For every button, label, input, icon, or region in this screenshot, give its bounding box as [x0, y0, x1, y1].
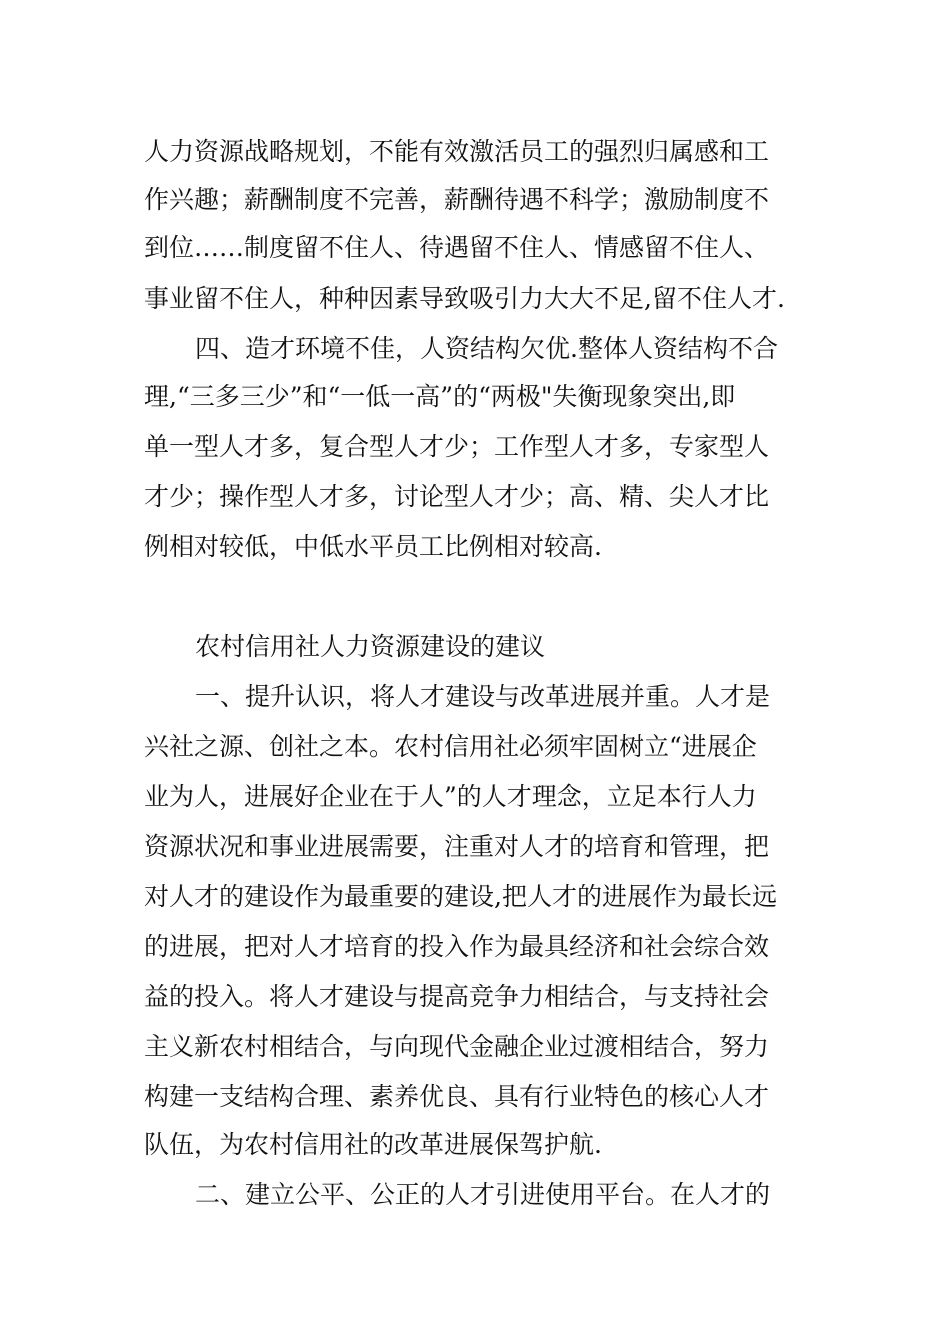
paragraph-start-line: 四、造才环境不佳，人资结构欠优.整体人资结构不合 — [195, 334, 778, 363]
paragraph-start-line: 一、提升认识，将人才建设与改革进展并重。人才是 — [195, 682, 771, 711]
text-line: 队伍，为农村信用社的改革进展保驾护航. — [144, 1130, 602, 1159]
text-line: 理,“三多三少”和“一低一高”的“两极"失衡现象突出,即 — [144, 382, 736, 411]
text-line: 的进展，把对人才培育的投入作为最具经济和社会综合效 — [144, 932, 770, 961]
text-line: 单一型人才多，复合型人才少；工作型人才多，专家型人 — [144, 432, 770, 461]
text-line: 构建一支结构合理、素养优良、具有行业特色的核心人才 — [144, 1082, 770, 1111]
text-line: 资源状况和事业进展需要，注重对人才的培育和管理，把 — [144, 832, 770, 861]
paragraph-start-line: 二、建立公平、公正的人才引进使用平台。在人才的 — [195, 1180, 771, 1209]
text-line: 主义新农村相结合，与向现代金融企业过渡相结合，努力 — [144, 1032, 770, 1061]
section-heading: 农村信用社人力资源建设的建议 — [195, 632, 546, 661]
text-line: 兴社之源、创社之本。农村信用社必须牢固树立“进展企 — [144, 732, 757, 761]
text-line: 到位……制度留不住人、待遇留不住人、情感留不住人、 — [144, 233, 770, 262]
text-line: 人力资源战略规划，不能有效激活员工的强烈归属感和工 — [144, 137, 770, 166]
text-line: 才少；操作型人才多，讨论型人才少；高、精、尖人才比 — [144, 482, 770, 511]
text-line: 例相对较低，中低水平员工比例相对较高. — [144, 532, 602, 561]
text-line: 作兴趣；薪酬制度不完善，薪酬待遇不科学；激励制度不 — [144, 185, 770, 214]
text-line: 对人才的建设作为最重要的建设,把人才的进展作为最长远 — [144, 882, 777, 911]
text-line: 业为人，进展好企业在于人”的人才理念，立足本行人力 — [144, 782, 757, 811]
text-line: 事业留不住人，种种因素导致吸引力大大不足,留不住人才. — [144, 284, 785, 313]
text-line: 益的投入。将人才建设与提高竞争力相结合，与支持社会 — [144, 982, 770, 1011]
